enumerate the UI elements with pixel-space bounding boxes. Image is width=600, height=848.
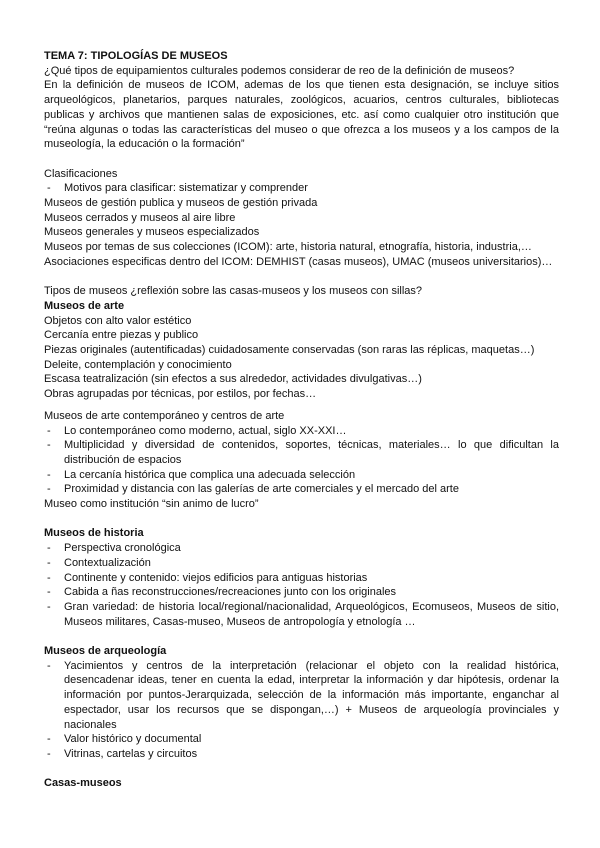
historia-heading: Museos de historia xyxy=(44,527,144,540)
clasificacion-line: Museos de gestión publica y museos de gestión privada xyxy=(44,197,318,210)
spacer xyxy=(44,152,559,167)
arte-line: Obras agrupadas por técnicas, por estilos, por fechas… xyxy=(44,388,317,401)
list-item: - Cabida a ñas reconstrucciones/recreaciones junto con los originales xyxy=(44,585,559,600)
spacer xyxy=(44,270,559,285)
intro-definition: En la definición de museos de ICOM, ademas de los que tienen esta designación, se incluye sitios arqueológicos, planetarios, parques naturales, zoológicos, acuarios, centros culturales, bibliotecas publicas y archivos que mantienen salas de exposiciones, etc. así como cualquier otro institución que “reúna algunas o todas las características del museo o que ofrezca a los museos y a los campos de la museología, la educación o la formación” xyxy=(44,79,559,151)
contemporaneo-list xyxy=(44,424,559,498)
list-item: - Multiplicidad y diversidad de contenidos, soportes, técnicas, materiales… lo que dificultan la distribución de espacios xyxy=(44,438,559,467)
list-item: - Vitrinas, cartelas y circuitos xyxy=(44,747,559,762)
arqueologia-heading: Museos de arqueología xyxy=(44,645,167,658)
tipos-intro: Tipos de museos ¿reflexión sobre las casas-museos y los museos con sillas? xyxy=(44,285,423,298)
arte-heading: Museos de arte xyxy=(44,299,125,312)
contemporaneo-closing: Museo como institución “sin animo de lucro” xyxy=(44,498,259,511)
arte-line: Escasa teatralización (sin efectos a sus alrededor, actividades divulgativas…) xyxy=(44,373,422,386)
arte-line: Piezas originales (autentificadas) cuidadosamente conservadas (son raras las réplicas, maquetas…) xyxy=(44,344,535,357)
arte-line: Cercanía entre piezas y publico xyxy=(44,329,199,342)
casas-heading: Casas-museos xyxy=(44,777,122,790)
spacer xyxy=(44,629,559,644)
list-item: - Perspectiva cronológica xyxy=(44,541,559,556)
list-item: - Continente y contenido: viejos edificios para antiguas historias xyxy=(44,571,559,586)
clasificacion-line: Asociaciones especificas dentro del ICOM: DEMHIST (casas museos), UMAC (museos universitarios)… xyxy=(44,255,553,268)
arte-line: Objetos con alto valor estético xyxy=(44,314,192,327)
spacer xyxy=(44,512,559,527)
spacer xyxy=(44,762,559,777)
intro-question: ¿Qué tipos de equipamientos culturales podemos considerar de reo de la definición de museos? xyxy=(44,64,515,77)
spacer xyxy=(44,402,559,409)
document-title: TEMA 7: TIPOLOGÍAS DE MUSEOS xyxy=(44,50,228,62)
arte-line: Deleite, contemplación y conocimiento xyxy=(44,358,232,371)
list-item: - Yacimientos y centros de la interpretación (relacionar el objeto con la realidad histórica, desencadenar ideas, tener en cuenta la edad, interpretar la información y dar hipótesis, ordenar la información por puntos-Jerarquizada, selección de la información más importante, enganchar al espectador, usar los recursos que se dispongan,…) + Museos de arqueología provinciales y nacionales xyxy=(44,659,559,733)
clasificacion-line: Museos cerrados y museos al aire libre xyxy=(44,211,236,224)
list-item: - Gran variedad: de historia local/regional/nacionalidad, Arqueológicos, Ecomuseos, Museos de sitio, Museos militares, Casas-museo, Museos de antropología y etnología … xyxy=(44,600,559,629)
clasificaciones-list xyxy=(44,181,559,196)
list-item: - Valor histórico y documental xyxy=(44,732,559,747)
list-item: - Contextualización xyxy=(44,556,559,571)
historia-list xyxy=(44,541,559,629)
contemporaneo-heading: Museos de arte contemporáneo y centros de arte xyxy=(44,409,285,422)
arqueologia-list xyxy=(44,659,559,762)
list-item: - Motivos para clasificar: sistematizar y comprender xyxy=(44,181,559,196)
clasificacion-line: Museos generales y museos especializados xyxy=(44,226,260,239)
document-page xyxy=(44,49,559,791)
list-item: - Proximidad y distancia con las galerías de arte comerciales y el mercado del arte xyxy=(44,482,559,497)
list-item: - Lo contemporáneo como moderno, actual, siglo XX-XXI… xyxy=(44,424,559,439)
clasificaciones-heading: Clasificaciones xyxy=(44,167,118,180)
clasificacion-line: Museos por temas de sus colecciones (ICOM): arte, historia natural, etnografía, historia, industria,… xyxy=(44,241,532,254)
list-item: - La cercanía histórica que complica una adecuada selección xyxy=(44,468,559,483)
